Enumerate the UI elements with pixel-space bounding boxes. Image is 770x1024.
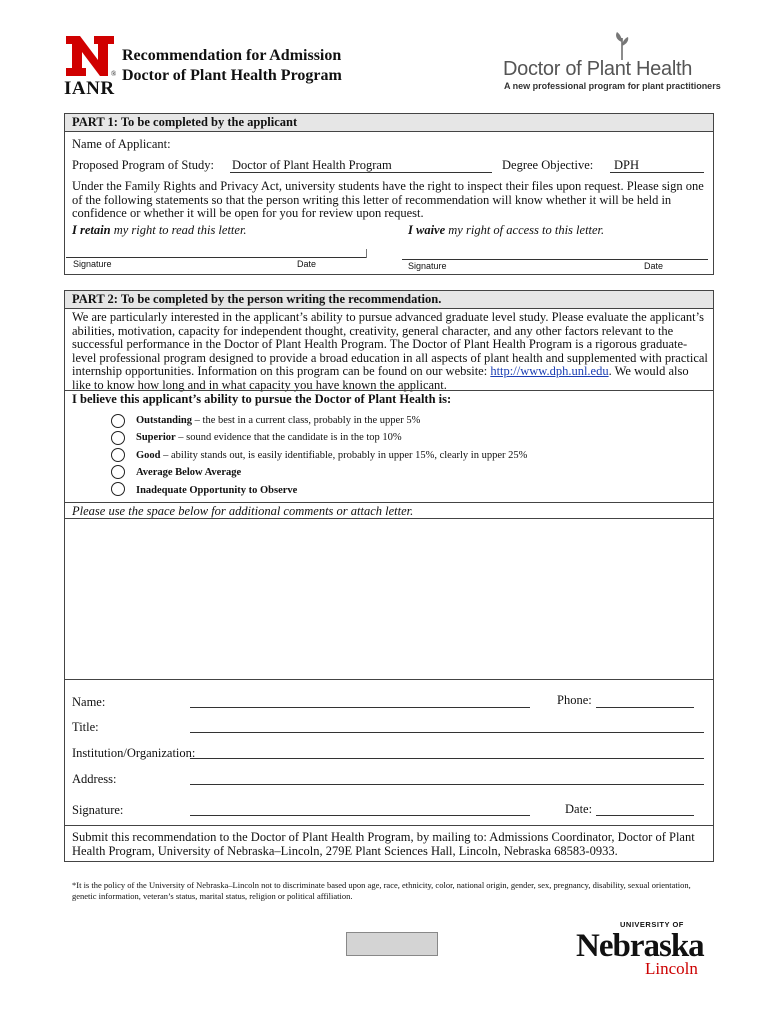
form-title-line2: Doctor of Plant Health Program	[122, 67, 342, 84]
intro-divider	[65, 390, 713, 391]
part2-heading: PART 2: To be completed by the person writing the recommendation.	[65, 291, 713, 309]
ratings-divider	[65, 502, 713, 503]
dph-logo-text: Doctor of Plant Health	[503, 58, 693, 80]
ianr-n-logo	[64, 34, 116, 78]
waive-signature-line[interactable]	[402, 259, 708, 260]
plant-sprout-icon	[612, 30, 632, 60]
rating-superior-label: Superior – sound evidence that the candidate is in the top 10%	[136, 432, 402, 443]
waive-bold: I waive	[408, 223, 446, 237]
waive-rest: my right of access to this letter.	[445, 223, 605, 237]
rating-average-label: Average Below Average	[136, 467, 242, 478]
writer-date-label: Date:	[565, 802, 593, 816]
writer-date-line[interactable]	[596, 815, 694, 816]
dph-tagline: A new professional program for plant practitioners	[504, 81, 721, 91]
rating-outstanding-label: Outstanding – the best in a current class, probably in the upper 5%	[136, 415, 421, 426]
dph-website-link[interactable]: http://www.dph.unl.edu	[490, 364, 609, 378]
writer-institution-label: Institution/Organization:	[72, 746, 196, 760]
part2-intro-text-end: . We would also like to know how long and in what capacity you have known the applicant.	[72, 364, 689, 392]
comments-prompt: Please use the space below for additional comments or attach letter.	[72, 504, 414, 518]
rating-good-radio[interactable]	[111, 448, 125, 462]
retain-signature-line[interactable]	[66, 257, 366, 258]
waive-date-label: Date	[644, 261, 664, 271]
submit-instructions: Submit this recommendation to the Doctor of Plant Health Program, by mailing to: Admissions Coordinator, Doctor of Plant Health Program, University of Nebraska–Lincoln, 279E Plant Sciences Hall, Lincoln, Nebraska 68583-0933.	[72, 830, 695, 858]
ability-heading: I believe this applicant’s ability to pursue the Doctor of Plant Health is:	[72, 392, 452, 406]
writer-institution-line[interactable]	[190, 758, 704, 759]
waive-statement	[408, 223, 604, 238]
privacy-statement: Under the Family Rights and Privacy Act, university students have the right to inspect their files upon request. Please sign one of the following statements so that the person writing this letter of recommendation will know whether it will be held in confidence or whether it will be open for you for review upon request.	[72, 179, 704, 220]
degree-objective-value: DPH	[614, 158, 640, 172]
rating-inadequate-label: Inadequate Opportunity to Observe	[136, 485, 298, 496]
writer-title-line[interactable]	[190, 732, 704, 733]
rating-inadequate-radio[interactable]	[111, 482, 125, 496]
rating-superior-radio[interactable]	[111, 431, 125, 445]
writer-name-line[interactable]	[190, 707, 530, 708]
writer-signature-label: Signature:	[72, 803, 124, 817]
writer-phone-line[interactable]	[596, 707, 694, 708]
form-title-line1: Recommendation for Admission	[122, 47, 342, 64]
program-label: Proposed Program of Study:	[72, 158, 215, 172]
writer-name-label: Name:	[72, 695, 106, 709]
rating-outstanding-radio[interactable]	[111, 414, 125, 428]
retain-date-label: Date	[297, 259, 317, 269]
print-form-button[interactable]	[346, 932, 438, 956]
writer-title-label: Title:	[72, 720, 99, 734]
program-value: Doctor of Plant Health Program	[232, 158, 392, 172]
submit-divider	[65, 825, 713, 826]
ianr-registered-mark: ®	[111, 70, 117, 78]
degree-objective-label: Degree Objective:	[502, 158, 594, 172]
writer-signature-line[interactable]	[190, 815, 530, 816]
comments-area[interactable]	[66, 519, 712, 679]
writer-address-line[interactable]	[190, 784, 704, 785]
comments-bottom-divider	[65, 679, 713, 680]
unl-lincoln-wordmark: Lincoln	[645, 959, 698, 978]
writer-address-label: Address:	[72, 772, 117, 786]
unl-nebraska-wordmark: Nebraska	[576, 928, 704, 964]
rating-good-label: Good – ability stands out, is easily identifiable, probably in upper 15%, clearly in upper 25%	[136, 450, 528, 461]
nondiscrimination-footnote: *It is the policy of the University of Nebraska–Lincoln not to discriminate based upon age, race, ethnicity, color, national origin, gender, sex, pregnancy, disability, sexual orientation, genetic information, veteran’s status, marital status, religion or political affiliation.	[72, 880, 691, 901]
rating-average-radio[interactable]	[111, 465, 125, 479]
writer-phone-label: Phone:	[557, 693, 592, 707]
retain-signature-label: Signature	[73, 259, 112, 269]
retain-signature-tick	[366, 249, 367, 258]
retain-bold: I retain	[72, 223, 111, 237]
part2-intro	[72, 311, 708, 392]
ianr-logo-text: IANR	[64, 78, 115, 99]
retain-rest: my right to read this letter.	[110, 223, 247, 237]
form-title	[122, 46, 342, 86]
program-underline	[230, 172, 492, 173]
waive-signature-label: Signature	[408, 261, 447, 271]
retain-statement	[72, 223, 247, 238]
applicant-name-label: Name of Applicant:	[72, 137, 171, 151]
degree-underline	[610, 172, 704, 173]
unl-university-of: UNIVERSITY OF	[620, 920, 684, 929]
part2-intro-text: We are particularly interested in the applicant’s ability to pursue advanced graduate level study. Please evaluate the applicant’s abilities, motivation, capacity for independent thought, creativity, general character, and any other factors relevant to the successful performance in the Doctor of Plant Health Program. The Doctor of Plant Health Program is a rigorous graduate-level professional program designed to provide a broad education in all aspects of plant health and supplemented with practical internship opportunities. Information on this program can be found on our website:	[72, 310, 708, 378]
part1-heading: PART 1: To be completed by the applicant	[65, 114, 713, 132]
